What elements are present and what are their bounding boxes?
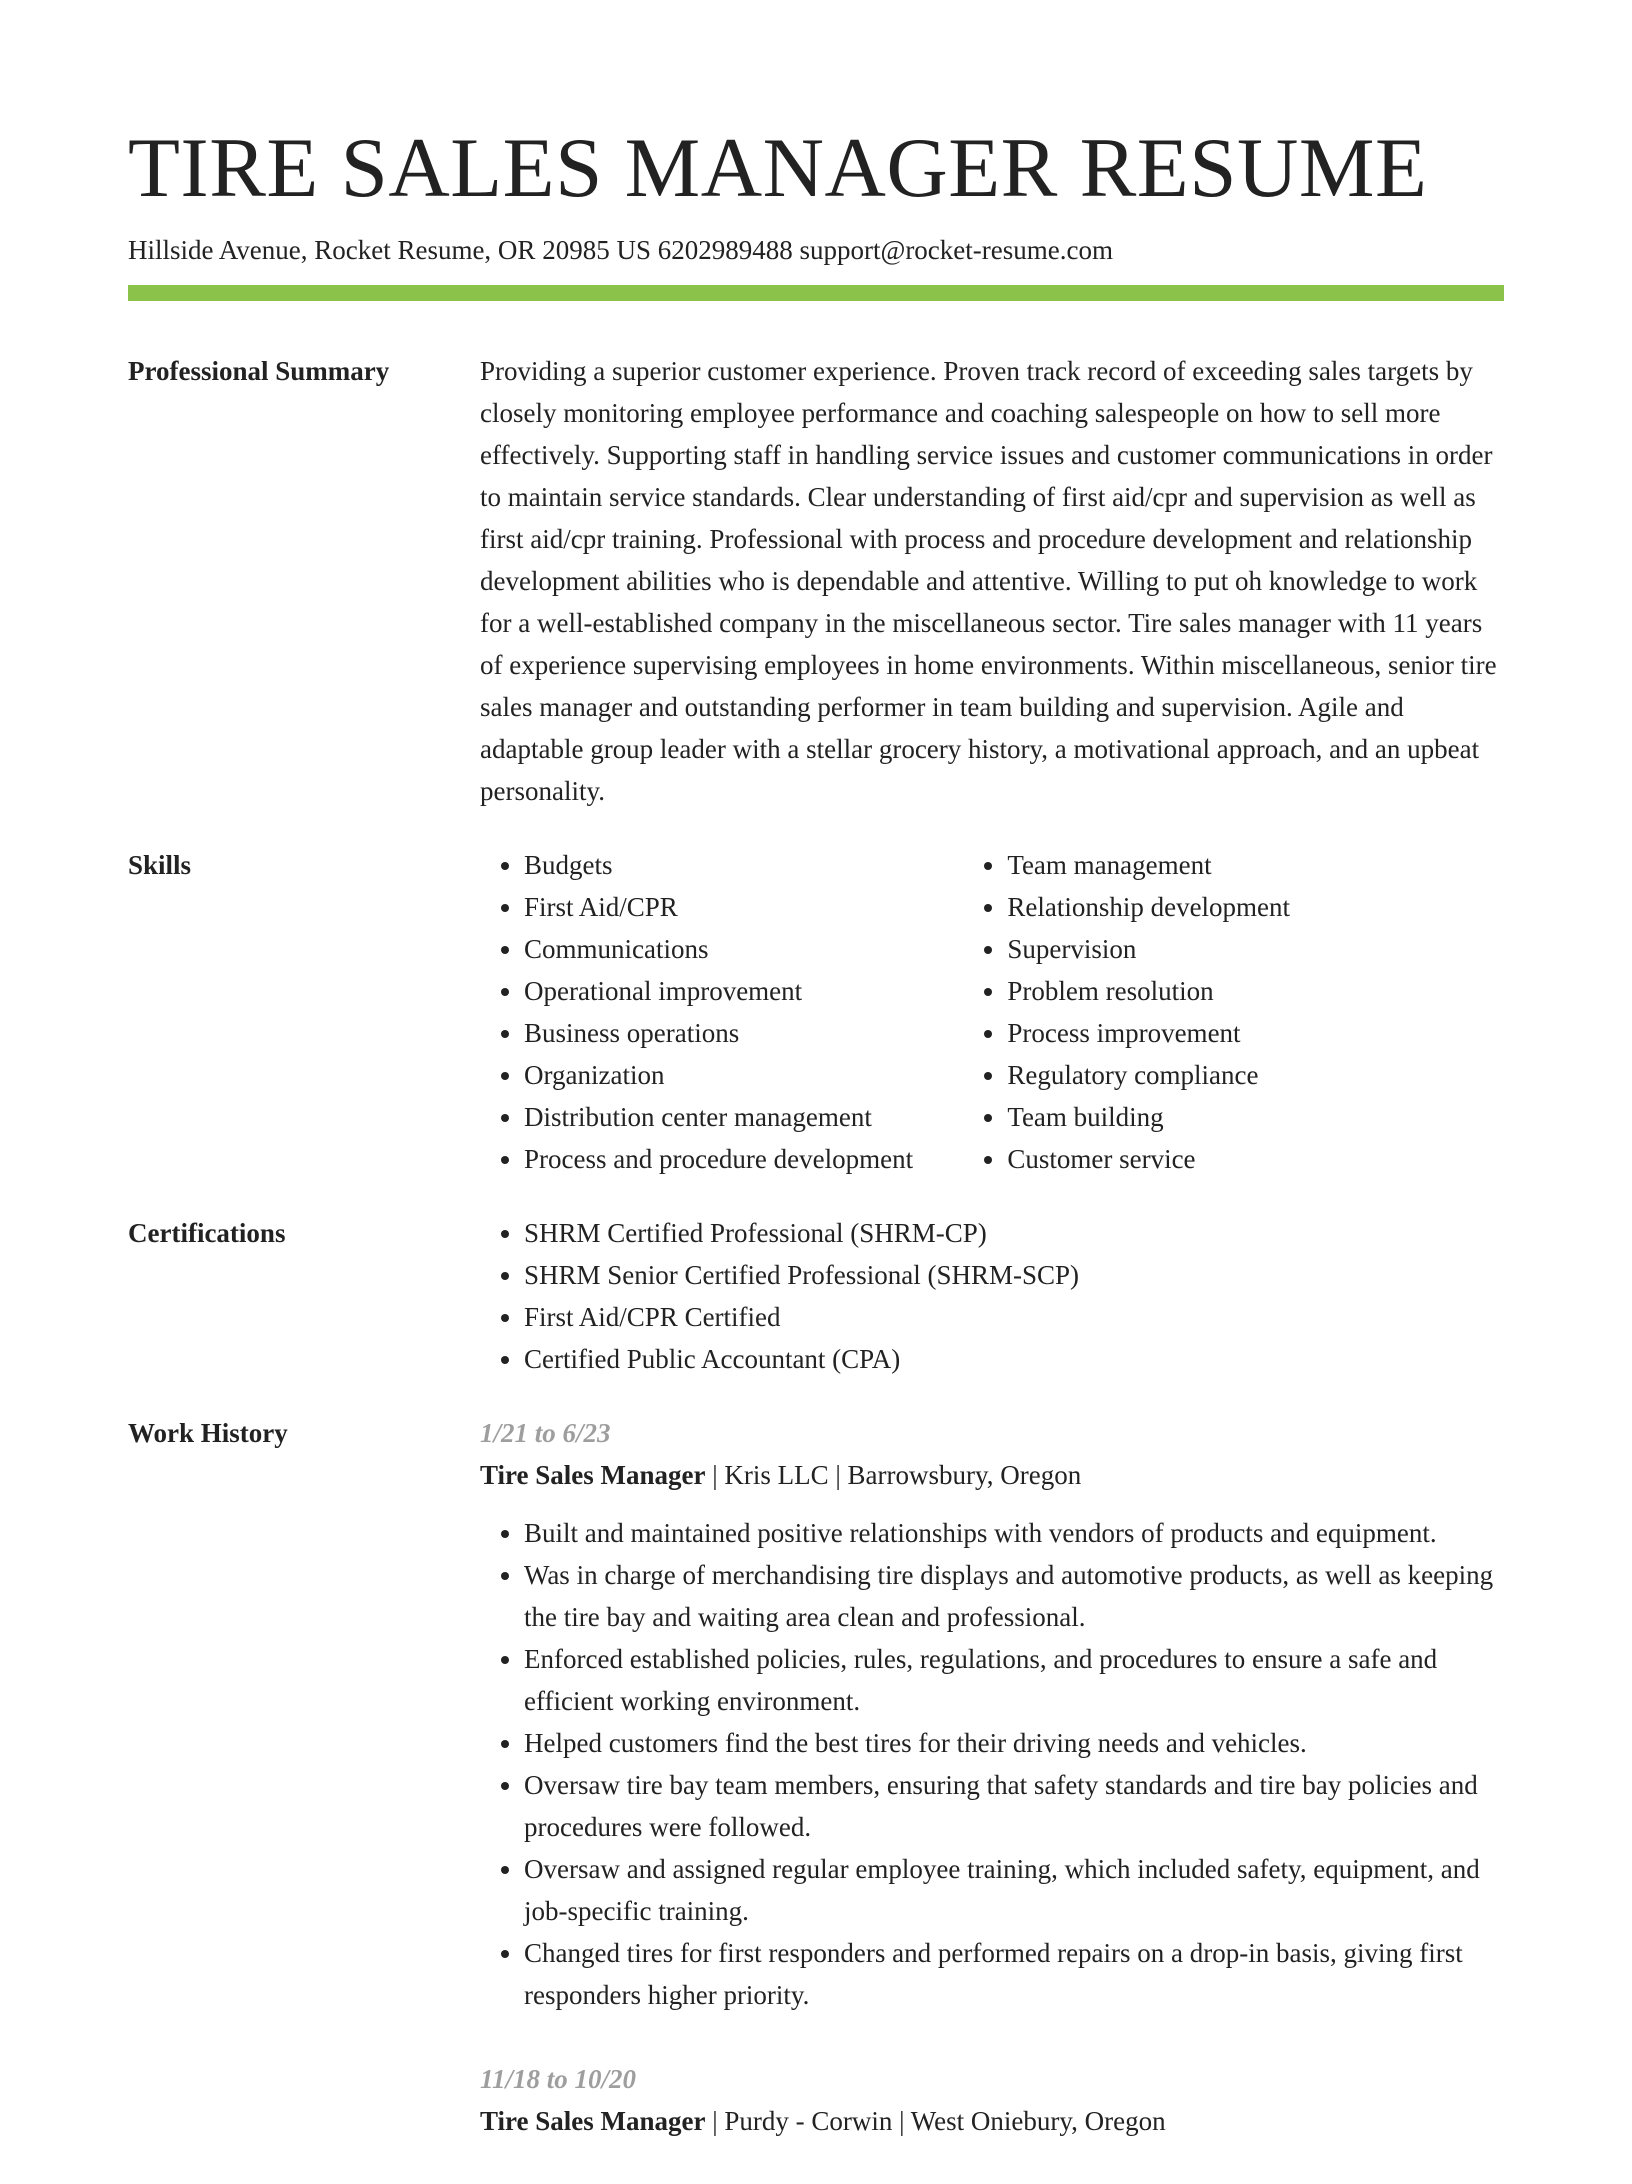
- skill-item: • Organization: [524, 1054, 963, 1096]
- job-bullet: • Oversaw and assigned regular employee training, which included safety, equipment, and job-specific training.: [524, 1848, 1504, 1932]
- certifications-body: [480, 1212, 1504, 1380]
- job-bullet: • Oversaw tire bay team members, ensuring that safety standards and tire bay policies and procedures were followed.: [524, 1764, 1504, 1848]
- certification-item: • SHRM Certified Professional (SHRM-CP): [524, 1212, 1504, 1254]
- skill-item: • Budgets: [524, 844, 963, 886]
- job-bullet: • Changed tires for first responders and performed repairs on a drop-in basis, giving first responders higher priority.: [524, 1932, 1504, 2016]
- job-bullet: • Enforced established policies, rules, regulations, and procedures to ensure a safe and efficient working environment.: [524, 1638, 1504, 1722]
- job-details: | Purdy - Corwin | West Oniebury, Oregon: [705, 2106, 1166, 2136]
- skill-item: • Supervision: [1007, 928, 1504, 970]
- skill-item: • Communications: [524, 928, 963, 970]
- skill-item: • Problem resolution: [1007, 970, 1504, 1012]
- certification-item: • Certified Public Accountant (CPA): [524, 1338, 1504, 1380]
- job-dates: 1/21 to 6/23: [480, 1418, 611, 1448]
- skill-item: • Relationship development: [1007, 886, 1504, 928]
- skill-item: • Business operations: [524, 1012, 963, 1054]
- work-history-body: [480, 1412, 1504, 2184]
- skill-item: • Customer service: [1007, 1138, 1504, 1180]
- job-title: Tire Sales Manager: [480, 1460, 706, 1490]
- section-label-skills: Skills: [128, 850, 192, 880]
- job-entry: [480, 1412, 1504, 2016]
- skills-list-right: [963, 844, 1504, 1180]
- skills-body: [480, 844, 1504, 1180]
- job-dates: 11/18 to 10/20: [480, 2064, 637, 2094]
- job-bullet: • Built and maintained positive relationships with vendors of products and equipment.: [524, 1512, 1504, 1554]
- accent-divider: [128, 285, 1504, 301]
- job-bullet: • Helped customers find the best tires for their driving needs and vehicles.: [524, 1722, 1504, 1764]
- certification-item: • SHRM Senior Certified Professional (SHRM-SCP): [524, 1254, 1504, 1296]
- job-details: | Kris LLC | Barrowsbury, Oregon: [705, 1460, 1082, 1490]
- section-label-work-history: Work History: [128, 1418, 288, 1448]
- job-bullets: [480, 1512, 1504, 2016]
- contact-line: Hillside Avenue, Rocket Resume, OR 20985 US 6202989488 support@rocket-resume.com: [128, 235, 1113, 265]
- skill-item: • Team building: [1007, 1096, 1504, 1138]
- skill-item: • First Aid/CPR: [524, 886, 963, 928]
- job-bullet: • Was in charge of merchandising tire displays and automotive products, as well as keeping the tire bay and waiting area clean and professional.: [524, 1554, 1504, 1638]
- skill-item: • Distribution center management: [524, 1096, 963, 1138]
- section-label-certifications: Certifications: [128, 1218, 286, 1248]
- skills-list-left: [480, 844, 963, 1180]
- resume-title: TIRE SALES MANAGER RESUME: [128, 121, 1428, 215]
- skill-item: • Regulatory compliance: [1007, 1054, 1504, 1096]
- summary-text: Providing a superior customer experience. Proven track record of exceeding sales targets by closely monitoring employee performance and coaching salespeople on how to sell more effectively. Supporting staff in handling service issues and customer communications in order to maintain service standards. Clear understanding of first aid/cpr and supervision as well as first aid/cpr training. Professional with process and procedure development and relationship development abilities who is dependable and attentive. Willing to put oh knowledge to work for a well-established company in the miscellaneous sector. Tire sales manager with 11 years of experience supervising employees in home environments. Within miscellaneous, senior tire sales manager and outstanding performer in team building and supervision. Agile and adaptable group leader with a stellar grocery history, a motivational approach, and an upbeat personality.: [480, 356, 1497, 806]
- job-entry: [480, 2058, 1504, 2142]
- skill-item: • Operational improvement: [524, 970, 963, 1012]
- job-heading: [480, 2100, 1504, 2142]
- skills-columns: [480, 844, 1504, 1180]
- skill-item: • Team management: [1007, 844, 1504, 886]
- certification-item: • First Aid/CPR Certified: [524, 1296, 1504, 1338]
- skill-item: • Process and procedure development: [524, 1138, 963, 1180]
- job-heading: [480, 1454, 1504, 1496]
- skill-item: • Process improvement: [1007, 1012, 1504, 1054]
- job-title: Tire Sales Manager: [480, 2106, 706, 2136]
- section-label-summary: Professional Summary: [128, 356, 390, 386]
- summary-body: [480, 350, 1504, 812]
- certifications-list: [480, 1212, 1504, 1380]
